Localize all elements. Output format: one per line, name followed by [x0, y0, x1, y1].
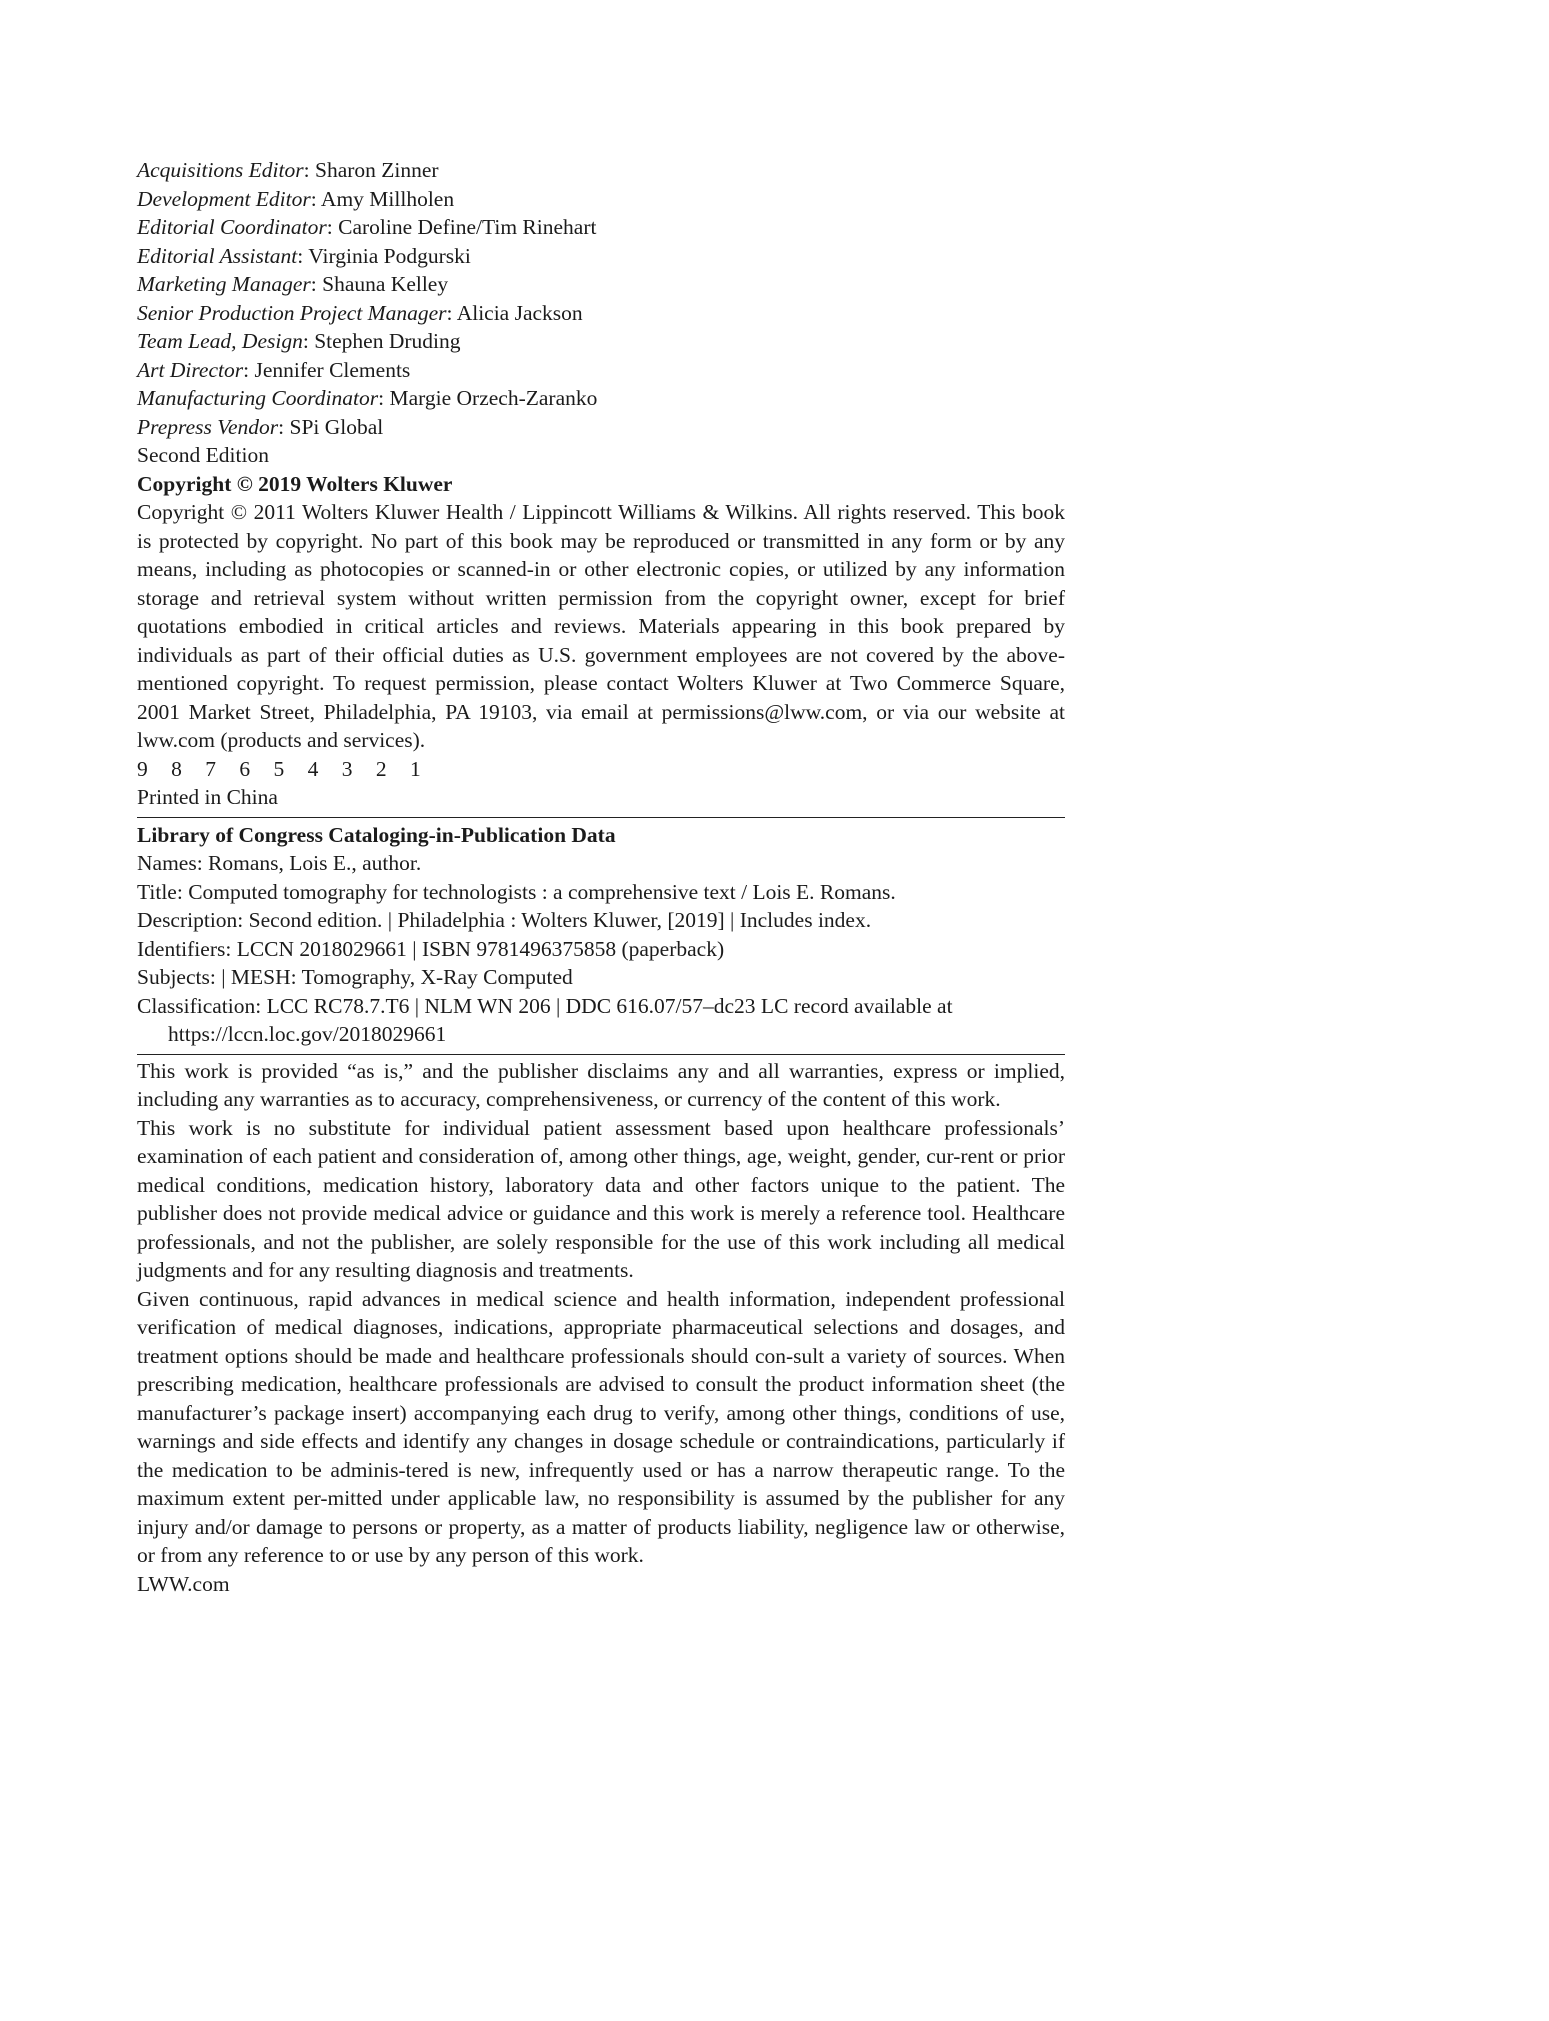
disclaimer-paragraph: Given continuous, rapid advances in medical science and health information, independent professional verification of medical diagnoses, indications, appropriate pharmaceutical selections and dosages, and treatment options should be made and healthcare professionals should con-sult a variety of sources. When prescribing medication, healthcare professionals are advised to consult the product information sheet (the manufacturer’s package insert) accompanying each drug to verify, among other things, conditions of use, warnings and side effects and identify any changes in dosage schedule or contraindications, particularly if the medication to be adminis-tered is new, infrequently used or has a narrow therapeutic range. To the maximum extent per-mitted under applicable law, no responsibility is assumed by the publisher for any injury and/or damage to persons or property, as a matter of products liability, negligence law or otherwise, or from any reference to or use by any person of this work. [137, 1286, 1065, 1567]
publisher-website: LWW.com [137, 1571, 230, 1596]
credit-line: Team Lead, Design: Stephen Druding [137, 329, 461, 353]
credit-name: Sharon Zinner [314, 158, 439, 182]
credit-line: Editorial Coordinator: Caroline Define/Tim Rinehart [137, 215, 597, 239]
credit-line: Senior Production Project Manager: Alicia Jackson [137, 300, 583, 325]
printing-number-line: 9 8 7 6 5 4 3 2 1 [137, 756, 430, 781]
credit-name: Shauna Kelley [322, 272, 449, 296]
credit-name: Amy Millholen [320, 186, 455, 211]
cip-data-block [137, 821, 1065, 1049]
credit-name: Stephen Druding [314, 329, 461, 353]
credit-line: Manufacturing Coordinator: Margie Orzech-Zaranko [137, 386, 598, 410]
credit-name: Jennifer Clements [254, 357, 411, 382]
credit-name: Virginia Podgurski [308, 243, 471, 268]
credit-name: Caroline Define/Tim Rinehart [338, 215, 597, 239]
credits-list [137, 156, 1065, 441]
credit-line: Development Editor: Amy Millholen [137, 186, 455, 211]
edition: Second Edition [137, 443, 269, 467]
printed-in: Printed in China [137, 785, 278, 809]
cip-classification: Classification: LCC RC78.7.T6 | NLM WN 206 | DDC 616.07/57–dc23 LC record available at [137, 993, 953, 1018]
cip-names: Names: Romans, Lois E., author. [137, 851, 422, 875]
credit-line: Prepress Vendor: SPi Global [137, 414, 384, 439]
credit-role: Art Director [137, 357, 244, 382]
cip-heading: Library of Congress Cataloging-in-Publication Data [137, 822, 616, 847]
credit-line: Marketing Manager: Shauna Kelley [137, 272, 449, 296]
credit-role: Manufacturing Coordinator [137, 386, 379, 410]
divider [137, 817, 1065, 818]
disclaimer-paragraph: This work is no substitute for individual patient assessment based upon healthcare professionals’ examination of each patient and consideration of, among other things, age, weight, gender, cur-rent or prior medical conditions, medication history, laboratory data and other factors unique to the patient. The publisher does not provide medical advice or guidance and this work is merely a reference tool. Healthcare professionals, and not the publisher, are solely responsible for the use of this work including all medical judgments and for any resulting diagnosis and treatments. [137, 1115, 1065, 1282]
cip-record-url: https://lccn.loc.gov/2018029661 [168, 1022, 447, 1046]
cip-description: Description: Second edition. | Philadelphia : Wolters Kluwer, [2019] | Includes index. [137, 908, 872, 932]
divider [137, 1054, 1065, 1055]
disclaimer-paragraph: This work is provided “as is,” and the publisher disclaims any and all warranties, express or implied, including any warranties as to accuracy, comprehensiveness, or currency of the content of this work. [137, 1058, 1065, 1111]
credit-role: Editorial Assistant [137, 243, 298, 268]
cip-identifiers: Identifiers: LCCN 2018029661 | ISBN 9781496375858 (paperback) [137, 936, 725, 961]
copyright-paragraph: Copyright © 2011 Wolters Kluwer Health / Lippincott Williams & Wilkins. All rights reserved. This book is protected by copyright. No part of this book may be reproduced or transmitted in any form or by any means, including as photocopies or scanned-in or other electronic copies, or utilized by any information storage and retrieval system without written permission from the copyright owner, except for brief quotations embodied in critical articles and reviews. Materials appearing in this book prepared by individuals as part of their official duties as U.S. government employees are not covered by the above-mentioned copyright. To request permission, please contact Wolters Kluwer at Two Commerce Square, 2001 Market Street, Philadelphia, PA 19103, via email at permissions@lww.com, or via our website at lww.com (products and services). [137, 500, 1065, 752]
credit-role: Acquisitions Editor [137, 158, 304, 182]
copyright-heading: Copyright © 2019 Wolters Kluwer [137, 471, 453, 496]
credit-role: Prepress Vendor [137, 414, 279, 439]
credit-name: SPi Global [289, 414, 384, 439]
cip-subjects: Subjects: | MESH: Tomography, X-Ray Computed [137, 965, 573, 989]
credit-line: Editorial Assistant: Virginia Podgurski [137, 243, 471, 268]
credit-role: Marketing Manager [137, 272, 311, 296]
credit-role: Senior Production Project Manager [137, 300, 447, 325]
credit-name: Alicia Jackson [456, 300, 583, 325]
cip-title: Title: Computed tomography for technologists : a comprehensive text / Lois E. Romans. [137, 879, 896, 904]
credit-role: Development Editor [137, 186, 311, 211]
credit-role: Editorial Coordinator [137, 215, 327, 239]
credit-name: Margie Orzech-Zaranko [389, 386, 598, 410]
credit-line: Acquisitions Editor: Sharon Zinner [137, 158, 439, 182]
credit-line: Art Director: Jennifer Clements [137, 357, 411, 382]
copyright-page [137, 156, 1065, 1598]
credit-role: Team Lead, Design [137, 329, 303, 353]
